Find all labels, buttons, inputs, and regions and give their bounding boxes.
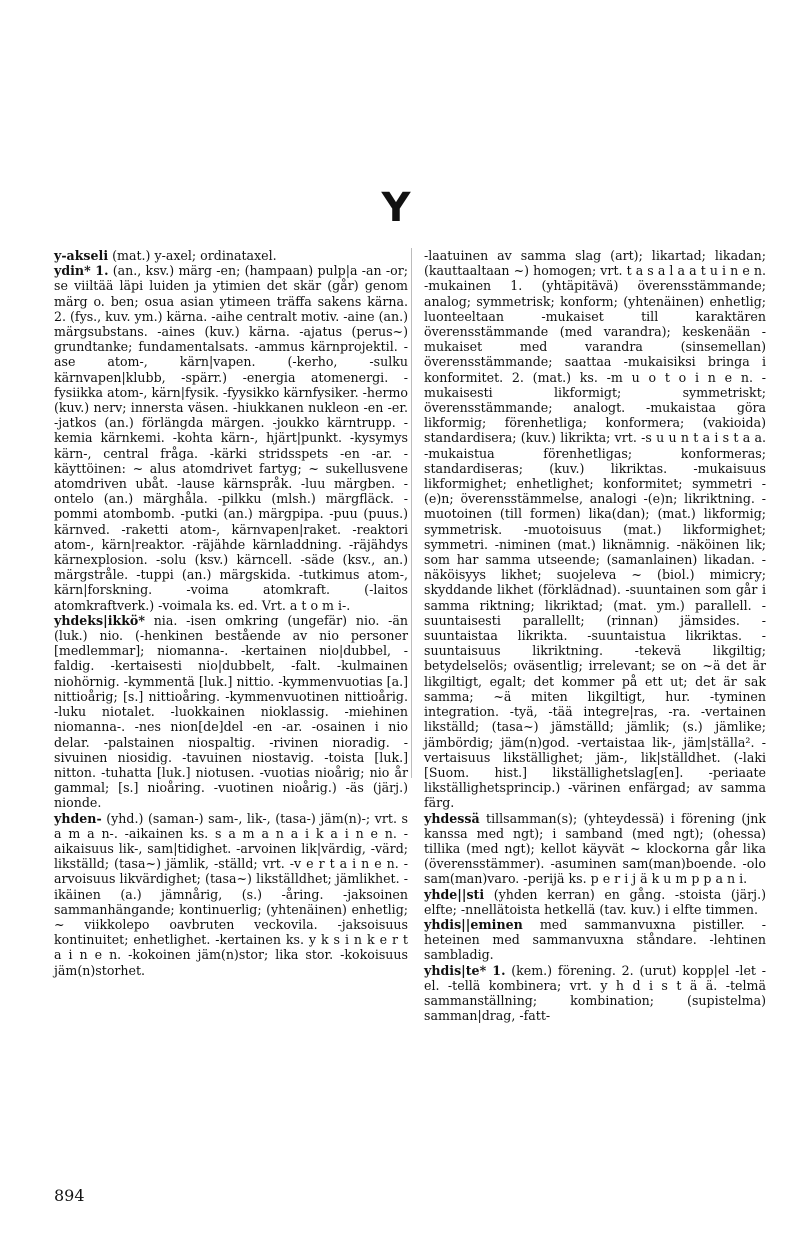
entry-body: (an., ksv.) märg -en; (hampaan) pulp|a -an -or; se viiltää läpi luiden ja ytimien det skär (går) genom märg o. ben; osua asian ytimeen träffa sakens kärna. 2. (fys., kuv. ym.) kärna. -aihe centralt motiv. -aine (an.) märgsubstans. -aines (kuv.) kärna. -ajatus (perus~) grundtanke; fundamentalsats. -ammus kärnprojektil. -ase atom-, kärn|vapen. (-kerho, -sulku kärnvapen|klubb, -spärr.) -energia atomenergi. -fysiikka atom-, kärn|fysik. -fyysikko kärnfysiker. -hermo (kuv.) nerv; innersta väsen. -hiukkanen nukleon -en -er. -jatkos (an.) förlängda märgen. -joukko kärntrupp. -kemia kärnkemi. -kohta kärn-, hjärt|punkt. -kysymys kärn-, central fråga. -kärki stridsspets -en -ar. -käyttöinen: ~ alus atomdrivet fartyg; ~ sukellusvene atomdriven ubåt. -lause kärnspråk. -luu märgben. -ontelo (an.) märghåla. -pilkku (mlsh.) märgfläck. -pommi atombomb. -putki (an.) märgpipa. -puu (puus.) kärnved. -raketti atom-, kärnvapen|raket. -reaktori atom-, kärn|reaktor. -räjähde kärnladdning. -räjähdys kärnexplosion. -solu (ksv.) kärncell. -säde (ksv., an.) märgstråle. -tuppi (an.) märgskida. -tutkimus atom-, kärn|forskning. -voima atomkraft. (-laitos atomkraftverk.) -voimala ks. ed. Vrt. a t o m i-. xyxy=(54,263,409,613)
dictionary-entry xyxy=(424,917,766,963)
entry-body: (kem.) förening. 2. (urut) kopp|el -let -el. -tellä kombinera; vrt. y h d i s t ä ä. -telmä sammanställning; kombination; (supistelma) samman|drag, -fatt- xyxy=(424,962,766,1024)
entry-body: tillsamman(s); (yhteydessä) i förening (jnk kanssa med ngt); i samband (med ngt); (ohessa) tillika (med ngt); kellot käyvät ~ klockorna går lika (överensstämmer). -asuminen sam(man)boende. -olo sam(man)varo. -perijä ks. p e r i j ä k u m p p a n i. xyxy=(424,810,766,887)
dictionary-entry xyxy=(424,963,766,1024)
right-column xyxy=(424,248,766,1023)
dictionary-entry xyxy=(424,887,766,917)
entry-body: nia. -isen omkring (ungefär) nio. -än (luk.) nio. (-henkinen bestående av nio personer [medlemmar]; niomanna-. -kertainen nio|dubbel, -faldig. -kertaisesti nio|dubbelt, -falt. -kulmainen niohörnig. -kymmentä [luk.] nittio. -kymmenvuotias [a.] nittioårig; [s.] nittioåring. -kymmenvuotinen nittioårig. -luku niotalet. -luokkainen nioklassig. -miehinen niomanna-. -nes nion[de]del -en -ar. -osainen i nio delar. -palstainen niospaltig. -rivinen nioradig. -sivuinen niosidig. -tavuinen niostavig. -toista [luk.] nitton. -tuhatta [luk.] niotusen. -vuotias nioårig; nio år gammal; [s.] nioåring. -vuotinen nioårig.) -äs (järj.) nionde. xyxy=(54,612,408,811)
dictionary-entry xyxy=(424,248,766,811)
page-number: 894 xyxy=(54,1186,85,1205)
entry-body: (mat.) y-axel; ordinataxel. xyxy=(108,248,277,263)
left-column xyxy=(54,248,408,978)
headword: yhdeks|ikkö* xyxy=(54,612,145,628)
headword: yhden- xyxy=(54,810,102,826)
column-divider xyxy=(411,248,412,778)
headword: yhdis|te* 1. xyxy=(424,962,506,978)
section-letter: Y xyxy=(381,185,411,231)
dictionary-entry xyxy=(54,248,408,263)
dictionary-entry xyxy=(54,263,408,613)
headword: yhde||sti xyxy=(424,886,485,902)
entry-body: med sammanvuxna pistiller. -heteinen med sammanvuxna ståndare. -lehtinen sambladig. xyxy=(424,916,766,963)
headword: yhdessä xyxy=(424,810,480,826)
headword: ydin* 1. xyxy=(54,263,109,279)
entry-body: -laatuinen av samma slag (art); likartad; likadan; (kauttaaltaan ~) homogen; vrt. t a s a l a a t u i n e n. -mukainen 1. (yhtäpitävä) överensstämmande; analog; symmetrisk; konform; (yhtenäinen) enhetlig; luonteeltaan -mukaiset till karaktären överensstämmande (med varandra); keskenään -mukaiset med varandra (sinsemellan) överensstämmande; saattaa -mukaisiksi bringa i konformitet. 2. (mat.) ks. -m u o t o i n e n. -mukaisesti likformigt; symmetriskt; överensstämmande; analogt. -mukaistaa göra likformig; förenhetliga; konformera; (vakioida) standardisera; (kuv.) likrikta; vrt. -s u u n t a i s t a a. -mukaistua förenhetligas; konformeras; standardiseras; (kuv.) likriktas. -mukaisuus likformighet; enhetlighet; konformitet; symmetri -(e)n; överensstämmelse, analogi -(e)n; likriktning. -muotoinen (till formen) lika(dan); (mat.) likformig; symmetrisk. -muotoisuus (mat.) likformighet; symmetri. -niminen (mat.) liknämnig. -näköinen lik; som har samma utseende; (samanlainen) likadan. -näköisyys likhet; suojeleva ~ (biol.) mimicry; skyddande likhet (förklädnad). -suuntainen som går i samma riktning; likriktad; (mat. ym.) parallell. -suuntaisesti parallellt; (rinnan) jämsides. -suuntaistaa likrikta. -suuntaistua likriktas. -suuntaisuus likriktning. -tekevä likgiltig; betydelselös; oväsentlig; irrelevant; se on ~ä det är likgiltigt, egalt; det kommer på ett ut; det är sak samma; ~ä miten likgiltigt, hur. -tyminen integration. -tyä, -tää integre|ras, -ra. -vertainen likställd; (tasa~) jämställd; jämlik; (s.) jämlike; jämbördig; jäm(n)god. -vertaistaa lik-, jäm|ställa². -vertaisuus likställighet; jäm-, lik|ställdhet. (-laki [Suom. hist.] likställighetslag[en]. -periaate likställighetsprincip.) -värinen enfärgad; av samma färg. xyxy=(424,248,766,811)
entry-body: (yhden kerran) en gång. -stoista (järj.) elfte; -nnellätoista hetkellä (tav. kuv.) i elfte timmen. xyxy=(424,886,766,917)
entry-body: (yhd.) (saman-) sam-, lik-, (tasa-) jäm(n)-; vrt. s a m a n-. -aikainen ks. s a m a n a i k a i n e n. -aikaisuus lik-, sam|tidighet. -arvoinen lik|värdig, -värd; likställd; (tasa~) jämlik, -ställd; vrt. -v e r t a i n e n. -arvoisuus likvärdighet; (tasa~) likställdhet; jämlikhet. -ikäinen (a.) jämnårig, (s.) -åring. -jaksoinen sammanhängande; kontinuerlig; (yhtenäinen) enhetlig; ~ viikkolepo oavbruten veckovila. -jaksoisuus kontinuitet; enhetlighet. -kertainen ks. y k s i n k e r t a i n e n. -kokoinen jäm(n)stor; lika stor. -kokoisuus jäm(n)storhet. xyxy=(54,810,408,978)
dictionary-entry xyxy=(54,613,408,811)
dictionary-entry xyxy=(424,811,766,887)
dictionary-entry xyxy=(54,811,408,978)
headword: y-akseli xyxy=(54,248,109,263)
headword: yhdis||eminen xyxy=(424,916,523,932)
